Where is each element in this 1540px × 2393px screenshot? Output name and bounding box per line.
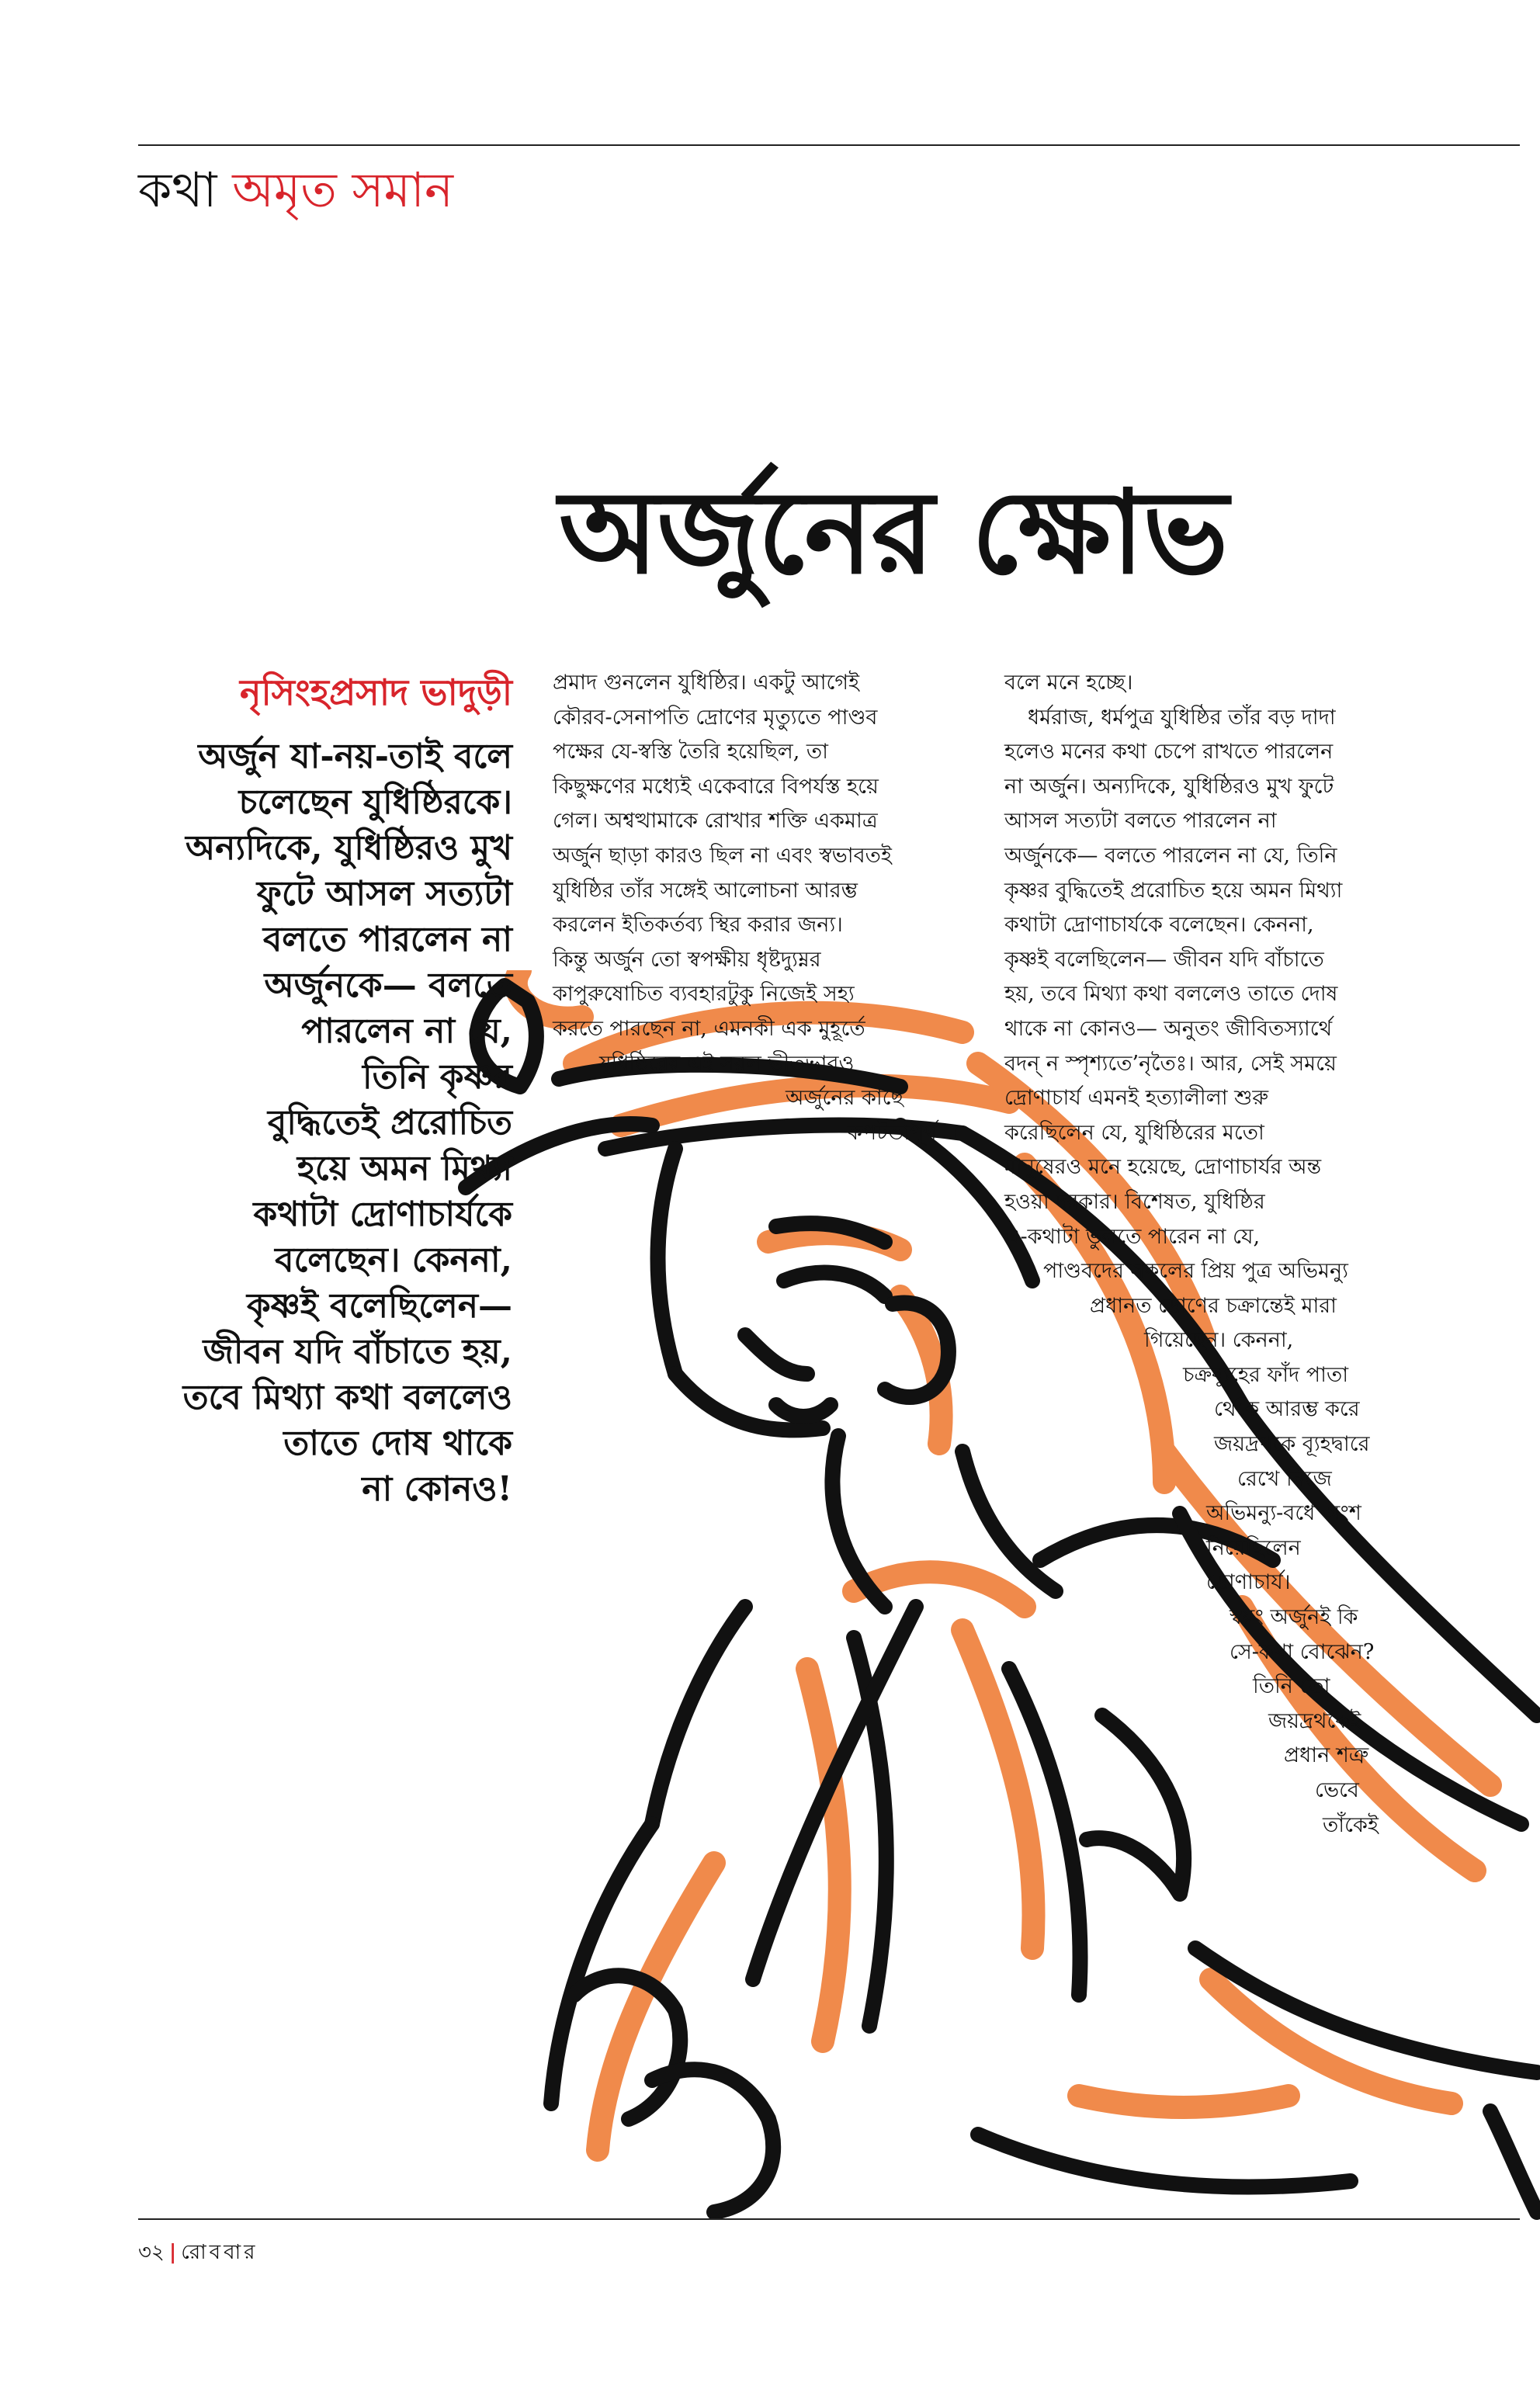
page-footer <box>138 2237 258 2268</box>
column-header <box>138 160 453 220</box>
col1-line: পক্ষের যে-স্বস্তি তৈরি হয়েছিল, তা <box>553 740 829 765</box>
pull-quote-line: তবে মিথ্যা কথা বললেও <box>182 1378 512 1417</box>
top-rule <box>138 144 1520 146</box>
col2-line: বলে মনে হচ্ছে। <box>1004 671 1133 695</box>
pull-quote-line: হয়ে অমন মিথ্যা <box>297 1149 512 1188</box>
col2-line: নিয়েছিলেন <box>1206 1535 1301 1560</box>
col2-line: প্রধানত দ্রোণের চক্রান্তেই মারা <box>1090 1293 1337 1318</box>
pull-quote-line: কথাটা দ্রোণাচার্যকে <box>253 1195 512 1234</box>
col2-line: দ্রোণাচার্য এমনই হত্যালীলা শুরু <box>1004 1086 1269 1111</box>
pull-quote-line: তিনি কৃষ্ণর <box>362 1057 512 1097</box>
col2-line: বদন্ ন স্পৃশ্যতে’নৃতৈঃ। আর, সেই সময়ে <box>1004 1051 1337 1076</box>
pull-quote-line: পারলেন না যে, <box>301 1011 512 1051</box>
col2-line: থাকে না কোনও— অনুতং জীবিতস্যার্থে <box>1004 1016 1333 1041</box>
col2-line: হয়, তবে মিথ্যা কথা বললেও তাতে দোষ <box>1004 982 1338 1007</box>
magazine-name: রোববার <box>181 2241 258 2264</box>
pull-quote-line: না কোনও! <box>362 1469 512 1509</box>
col2-line: করেছিলেন যে, যুধিষ্ঠিরের মতো <box>1004 1120 1264 1145</box>
col1-line: যুধিষ্ঠির তাঁর সঙ্গেই আলোচনা আরম্ভ <box>553 878 858 903</box>
col2-line: কৃষ্ণই বলেছিলেন— জীবন যদি বাঁচাতে <box>1004 947 1324 972</box>
bottom-rule <box>138 2218 1520 2220</box>
pull-quote-line: জীবন যদি বাঁচাতে হয়, <box>203 1332 512 1372</box>
pull-quote-line: অর্জুন যা-নয়-তাই বলে <box>198 737 512 776</box>
col2-line: থেকে আরম্ভ করে <box>1214 1397 1360 1422</box>
col2-line: তাঁকেই <box>1323 1812 1379 1837</box>
col1-line: প্রমাদ গুনলেন যুধিষ্ঠির। একটু আগেই <box>553 671 860 695</box>
col1-line: করলেন ইতিকর্তব্য স্থির করার জন্য। <box>553 913 843 938</box>
col2-line: জয়দ্রথকেই <box>1268 1708 1361 1733</box>
author-name: নৃসিংহপ্রসাদ ভাদুড়ী <box>240 671 512 713</box>
col1-line: যুধিষ্ঠিরের এই সরল ভীতভাবও <box>599 1051 855 1076</box>
col2-line: হওয়া দরকার। বিশেষত, যুধিষ্ঠির <box>1004 1189 1265 1214</box>
pull-quote-line: অন্যদিকে, যুধিষ্ঠিরও মুখ <box>185 828 512 868</box>
article-title: অর্জুনের ক্ষোভ <box>559 464 1227 599</box>
body-column-1 <box>553 666 956 1150</box>
pull-quote <box>116 734 512 1512</box>
pull-quote-line: অর্জুনকে— বলতে <box>264 966 512 1005</box>
column-name-part2: অমৃত সমান <box>232 161 453 218</box>
col1-line: কাপুরুষোচিত ব্যবহারটুকু নিজেই সহ্য <box>553 982 855 1007</box>
col1-line: অর্জুন ছাড়া কারও ছিল না এবং স্বভাবতই <box>553 843 892 868</box>
col2-line: সে-কথা বোঝেন? <box>1230 1639 1375 1664</box>
column-name-part1: কথা <box>138 161 217 218</box>
col2-line: এ-কথাটা ভুলতে পারেন না যে, <box>1004 1224 1261 1249</box>
pull-quote-line: বুদ্ধিতেই প্ররোচিত <box>267 1103 512 1143</box>
col1-line: কিন্তু অর্জুন তো স্বপক্ষীয় ধৃষ্টদ্যুম্নর <box>553 947 821 972</box>
col2-line: হলেও মনের কথা চেপে রাখতে পারলেন <box>1004 740 1334 765</box>
col2-line: অভিমন্যু-বধে অংশ <box>1206 1501 1361 1526</box>
col2-line: অর্জুনকে— বলতে পারলেন না যে, তিনি <box>1004 843 1337 868</box>
pull-quote-line: ফুটে আসল সত্যটা <box>256 874 512 914</box>
pull-quote-line: কৃষ্ণই বলেছিলেন— <box>246 1286 512 1326</box>
col2-line: স্বয়ং অর্জুনই কি <box>1230 1605 1358 1630</box>
col1-line: গেল। অশ্বত্থামাকে রোখার শক্তি একমাত্র <box>553 809 878 834</box>
col1-line: কিছুক্ষণের মধ্যেই একেবারে বিপর্যস্ত হয়ে <box>553 774 879 799</box>
col2-line: রেখে নিজে <box>1237 1466 1332 1491</box>
col2-line: ধর্মরাজ, ধর্মপুত্র যুধিষ্ঠির তাঁর বড় দাদা <box>1028 705 1336 730</box>
pull-quote-line: বলেছেন। কেননা, <box>275 1240 512 1280</box>
body-column-2 <box>1004 666 1408 1843</box>
col2-line: না অর্জুন। অন্যদিকে, যুধিষ্ঠিরও মুখ ফুটে <box>1004 774 1334 799</box>
page-number: ৩২ <box>138 2241 165 2264</box>
col2-line: প্রধান শত্রু <box>1284 1743 1369 1768</box>
pull-quote-line: চলেছেন যুধিষ্ঠিরকে। <box>238 782 512 822</box>
col2-line: কৃষ্ণর বুদ্ধিতেই প্ররোচিত হয়ে অমন মিথ্যা <box>1004 878 1343 903</box>
pull-quote-line: বলতে পারলেন না <box>262 920 512 959</box>
col1-line: কৌরব-সেনাপতি দ্রোণের মৃত্যুতে পাণ্ডব <box>553 705 878 730</box>
col2-line: তিনি তো <box>1253 1674 1330 1699</box>
col2-line: কথাটা দ্রোণাচার্যকে বলেছেন। কেননা, <box>1004 913 1314 938</box>
col2-line: আসল সত্যটা বলতে পারলেন না <box>1004 809 1277 834</box>
col2-line: জয়দ্রথকে ব্যূহদ্বারে <box>1214 1432 1370 1457</box>
col1-line: অর্জুনের কাছে <box>786 1086 904 1111</box>
col1-line: কপটতাপূর্ণ <box>848 1120 937 1145</box>
col2-line: চক্রব্যূহের ফাঁদ পাতা <box>1183 1362 1349 1387</box>
footer-separator: | <box>168 2241 177 2264</box>
col1-line: করতে পারছেন না, এমনকী এক মুহূর্তে <box>553 1016 865 1041</box>
col2-line: পাণ্ডবদের সকলের প্রিয় পুত্র অভিমন্যু <box>1043 1259 1348 1284</box>
col2-line: দ্রোণাচার্য। <box>1206 1570 1291 1595</box>
col2-line: গিয়েছেন। কেননা, <box>1144 1328 1294 1353</box>
col2-line: মানুষেরও মনে হয়েছে, দ্রোণাচার্যর অন্ত <box>1004 1155 1322 1180</box>
pull-quote-line: তাতে দোষ থাকে <box>283 1424 512 1463</box>
col2-line: ভেবে <box>1315 1778 1359 1802</box>
